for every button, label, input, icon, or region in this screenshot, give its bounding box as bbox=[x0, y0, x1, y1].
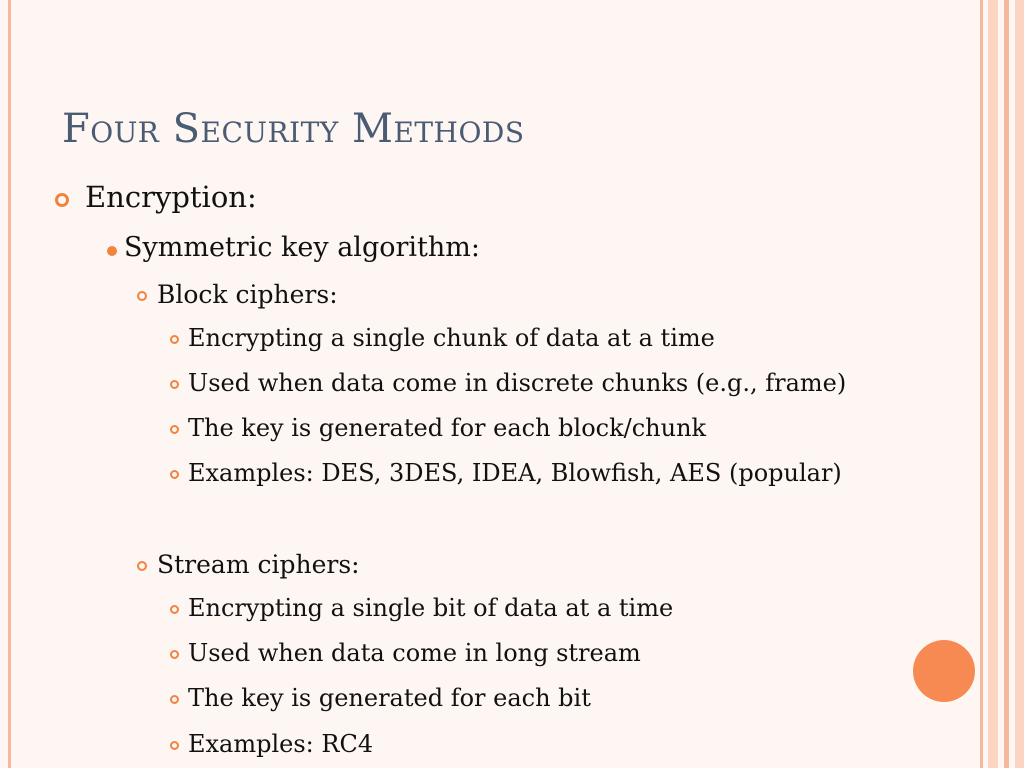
stream-item: Used when data come in long stream bbox=[188, 639, 641, 667]
bullet-ring-icon bbox=[170, 380, 179, 389]
bullet-dot-icon bbox=[107, 246, 117, 256]
decorative-circle bbox=[913, 640, 975, 702]
block-ciphers-heading: Block ciphers: bbox=[157, 280, 338, 309]
slide-frame-right-3 bbox=[1004, 0, 1009, 768]
slide-frame-right-4 bbox=[1015, 0, 1024, 768]
slide-frame-right-1 bbox=[980, 0, 983, 768]
block-item: Encrypting a single chunk of data at a time bbox=[188, 324, 715, 352]
bullet-ring-icon bbox=[137, 291, 147, 301]
stream-item: Examples: RC4 bbox=[188, 730, 374, 758]
bullet-ring-icon bbox=[170, 741, 179, 750]
bullet-ring-icon bbox=[55, 193, 69, 207]
block-item: The key is generated for each block/chunk bbox=[188, 414, 707, 442]
slide-frame-left bbox=[8, 0, 11, 768]
bullet-ring-icon bbox=[170, 695, 179, 704]
slide-title: Four Security Methods bbox=[62, 106, 525, 152]
symmetric-heading: Symmetric key algorithm: bbox=[124, 232, 480, 263]
block-item: Used when data come in discrete chunks (e.g., frame) bbox=[188, 369, 847, 397]
stream-item: The key is generated for each bit bbox=[188, 684, 591, 712]
bullet-ring-icon bbox=[170, 470, 179, 479]
bullet-ring-icon bbox=[170, 335, 179, 344]
block-item: Examples: DES, 3DES, IDEA, Blowfish, AES (popular) bbox=[188, 459, 842, 487]
bullet-ring-icon bbox=[170, 650, 179, 659]
stream-ciphers-heading: Stream ciphers: bbox=[157, 550, 360, 579]
bullet-ring-icon bbox=[137, 561, 147, 571]
encryption-heading: Encryption: bbox=[85, 180, 257, 214]
slide-frame-right-2 bbox=[988, 0, 998, 768]
bullet-ring-icon bbox=[170, 425, 179, 434]
stream-item: Encrypting a single bit of data at a time bbox=[188, 594, 674, 622]
bullet-ring-icon bbox=[170, 605, 179, 614]
